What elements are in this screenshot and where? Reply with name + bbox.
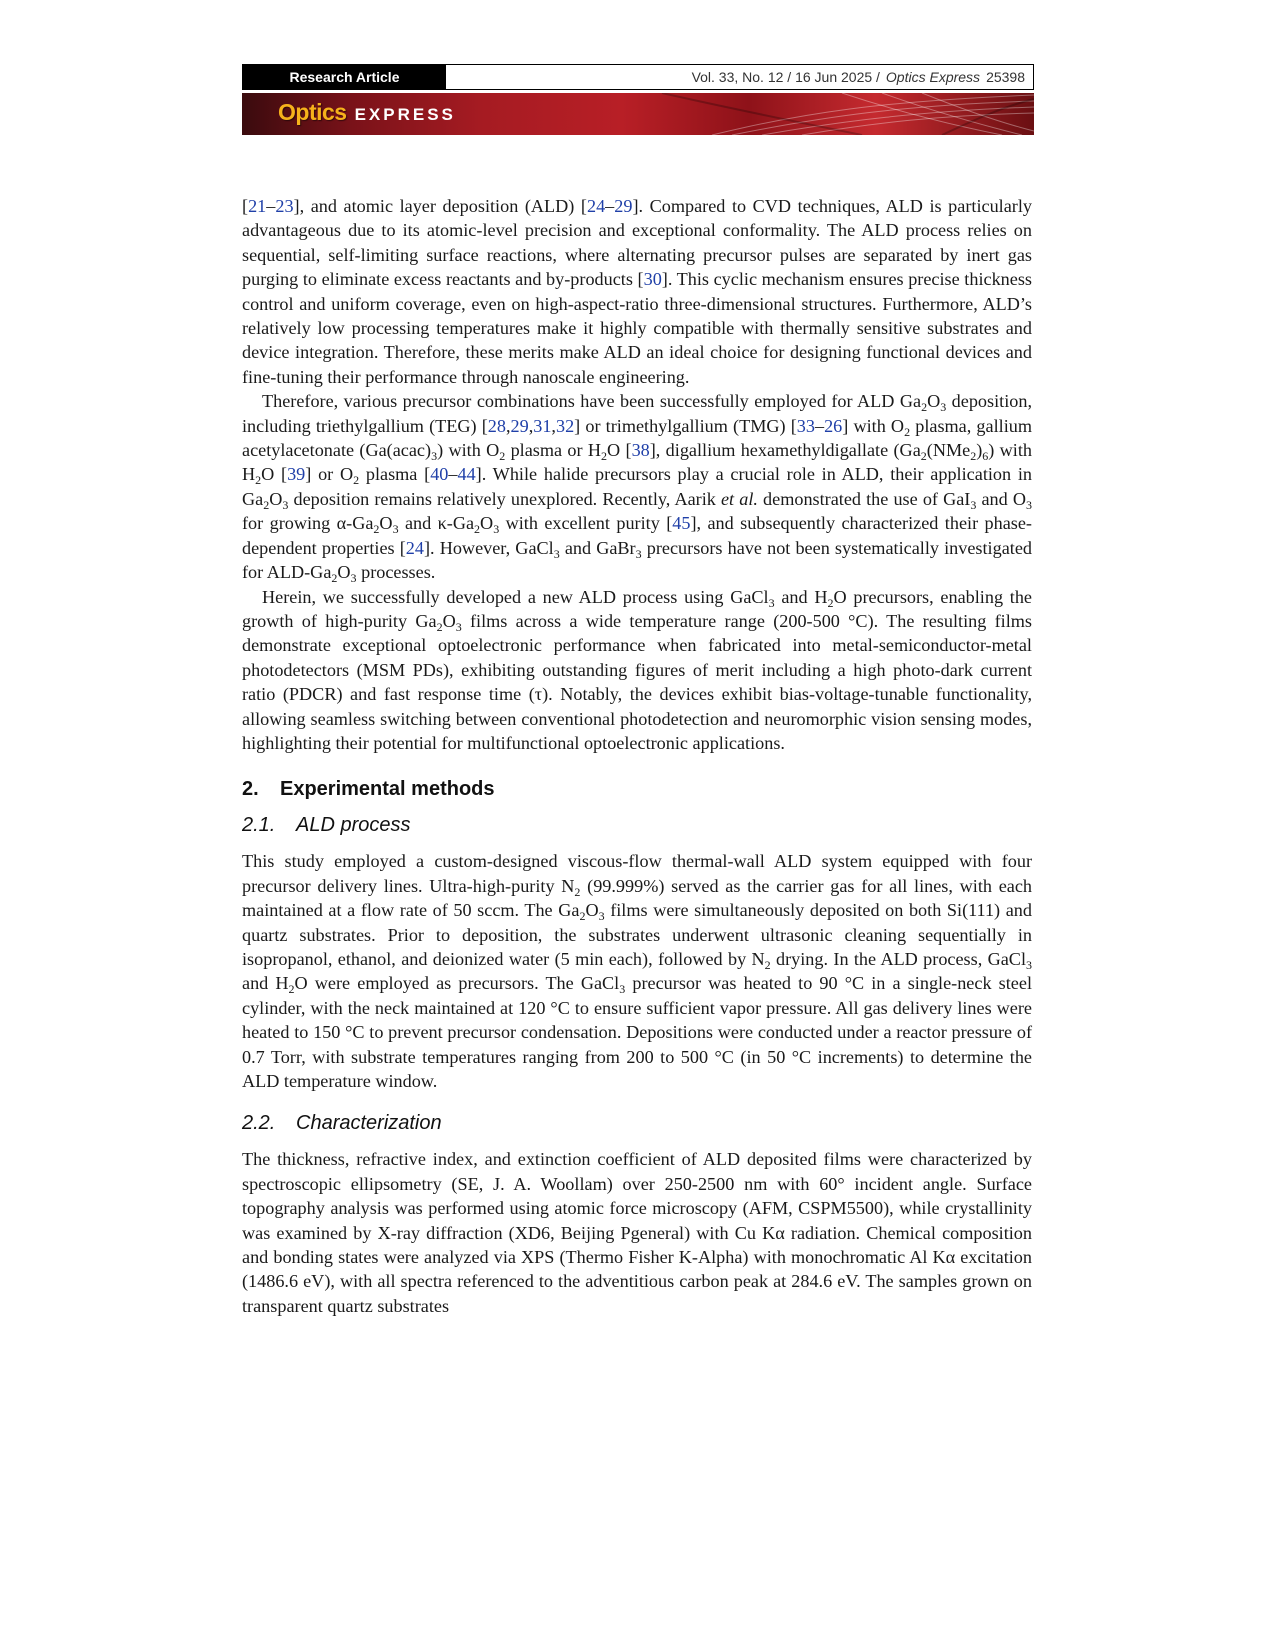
logo-optics-text: Optics	[278, 99, 347, 125]
citation-link[interactable]: 40	[430, 464, 449, 485]
citation-link[interactable]: 33	[796, 415, 815, 436]
subsection-heading-characterization	[242, 1109, 1032, 1137]
citation-link[interactable]: 31	[533, 415, 552, 436]
citation-link[interactable]: 24	[586, 196, 606, 216]
citation-link[interactable]: 29	[614, 196, 633, 216]
paragraph-ald-system: This study employed a custom-designed viscous-flow thermal-wall ALD system equipped with four precursor delivery lines. Ultra-high-purity $N_2$ (99.999%) served as the carrier gas for all lines, with each maintained at a flow rate of 50 sccm. The $Ga_2O_3$ films were simultaneously deposited on both Si(111) and quartz substrates. Prior to deposition, the substrates underwent ultrasonic cleaning sequentially in isopropanol, ethanol, and deionized water (5 min each), followed by $N_2$ drying. In the ALD process, GaCl$_3$ and $H_2O$ were employed as precursors. The GaCl$_3$ precursor was heated to 90 °C in a single-neck steel cylinder, with the neck maintained at 120 °C to ensure sufficient vapor pressure. All gas delivery lines were heated to 150 °C to prevent precursor condensation. Depositions were conducted under a reactor pressure of 0.7 Torr, with substrate temperatures ranging from 200 to 500 °C (in 50 °C increments) to determine the ALD temperature window.	[242, 851, 1032, 1091]
logo-express-text: EXPRESS	[354, 105, 456, 124]
citation-link[interactable]: 32	[555, 415, 575, 436]
subsection-title: ALD process	[296, 814, 411, 837]
subsection-number: 2.1.	[242, 814, 276, 837]
citation-line	[446, 65, 1033, 89]
section-title: Experimental methods	[280, 778, 495, 801]
citation-link[interactable]: 38	[631, 440, 650, 461]
paragraph-ald-advantages: [21–23], and atomic layer deposition (ALD) [24–29]. Compared to CVD techniques, ALD is particularly advantageous due to its atomic-level precision and exceptional conformality. The ALD process relies on sequential, self-limiting surface reactions, where alternating precursor pulses are separated by inert gas purging to eliminate excess reactants and by-products [30]. This cyclic mechanism ensures precise thickness control and uniform coverage, even on high-aspect-ratio three-dimensional structures. Furthermore, ALD’s relatively low processing temperatures make it highly compatible with thermally sensitive substrates and device integration. Therefore, these merits make ALD an ideal choice for designing functional devices and fine-tuning their performance through nanoscale engineering.	[242, 196, 1032, 387]
citation-link[interactable]: 26	[824, 415, 843, 436]
paragraph-precursors: Therefore, various precursor combinations have been successfully employed for ALD $Ga_2O_3$ deposition, including triethylgallium (TEG) [28,29,31,32] or trimethylgallium (TMG) [33–26] with $O_2$ plasma, gallium acetylacetonate $(Ga(acac)_3)$ with $O_2$ plasma or $H_2O$ [38], digallium hexamethyldigallate $(Ga_2(NMe_2)_6)$ with $H_2O$ [39] or $O_2$ plasma [40–44]. While halide precursors play a crucial role in ALD, their application in $Ga_2O_3$ deposition remains relatively unexplored. Recently, Aarik et al. demonstrated the use of GaI$_3$ and $O_3$ for growing $\alpha-Ga_2O_3$ and $\kappa-Ga_2O_3$ with excellent purity [45], and subsequently characterized their phase-dependent properties [24]. However, GaCl$_3$ and GaBr$_3$ precursors have not been systematically investigated for ALD-$Ga_2O_3$ processes.	[242, 391, 1032, 586]
citation-link[interactable]: 45	[672, 513, 691, 534]
paragraph-characterization: The thickness, refractive index, and extinction coefficient of ALD deposited films were characterized by spectroscopic ellipsometry (SE, J. A. Woollam) over 250-2500 nm with 60° incident angle. Surface topography analysis was performed using atomic force microscopy (AFM, CSPM5500), while crystallinity was examined by X-ray diffraction (XD6, Beijing Pgeneral) with Cu Kα radiation. Chemical composition and bonding states were analyzed via XPS (Thermo Fisher K-Alpha) with monochromatic Al Kα excitation (1486.6 eV), with all spectra referenced to the adventitious carbon peak at 284.6 eV. The samples grown on transparent quartz substrates	[242, 1149, 1032, 1316]
paragraph-herein: Herein, we successfully developed a new ALD process using GaCl$_3$ and $H_2O$ precursors, enabling the growth of high-purity $Ga_2O_3$ films across a wide temperature range (200-500 °C). The resulting films demonstrate exceptional optoelectronic performance when fabricated into metal-semiconductor-metal photodetectors (MSM PDs), exhibiting outstanding figures of merit including a high photo-dark current ratio (PDCR) and fast response time (τ). Notably, the devices exhibit bias-voltage-tunable functionality, allowing seamless switching between conventional photodetection and neuromorphic vision sensing modes, highlighting their potential for multifunctional optoelectronic applications.	[242, 586, 1032, 753]
subsection-title: Characterization	[296, 1112, 442, 1135]
citation-link[interactable]: 30	[643, 269, 662, 290]
section-number: 2.	[242, 778, 259, 801]
citation-link[interactable]: 23	[275, 196, 294, 216]
citation-link[interactable]: 21	[248, 196, 267, 216]
citation-link[interactable]: 28	[487, 415, 506, 436]
citation-link[interactable]: 39	[287, 464, 306, 485]
citation-link[interactable]: 24	[405, 537, 424, 558]
article-type-label: Research Article	[243, 65, 446, 89]
journal-banner	[242, 93, 1034, 135]
citation-text: Vol. 33, No. 12 / 16 Jun 2025 /	[691, 69, 880, 85]
subsection-heading-ald-process	[242, 811, 1032, 839]
journal-header-bar	[242, 64, 1034, 90]
journal-name: Optics Express	[885, 69, 981, 85]
page-header	[242, 64, 1034, 135]
citation-link[interactable]: 29	[510, 415, 529, 436]
optics-express-logo	[278, 99, 456, 126]
page-number: 25398	[986, 69, 1025, 85]
citation-link[interactable]: 44	[457, 464, 476, 485]
article-body	[242, 194, 1032, 1318]
section-heading-experimental-methods	[242, 775, 1032, 803]
subsection-number: 2.2.	[242, 1112, 276, 1135]
